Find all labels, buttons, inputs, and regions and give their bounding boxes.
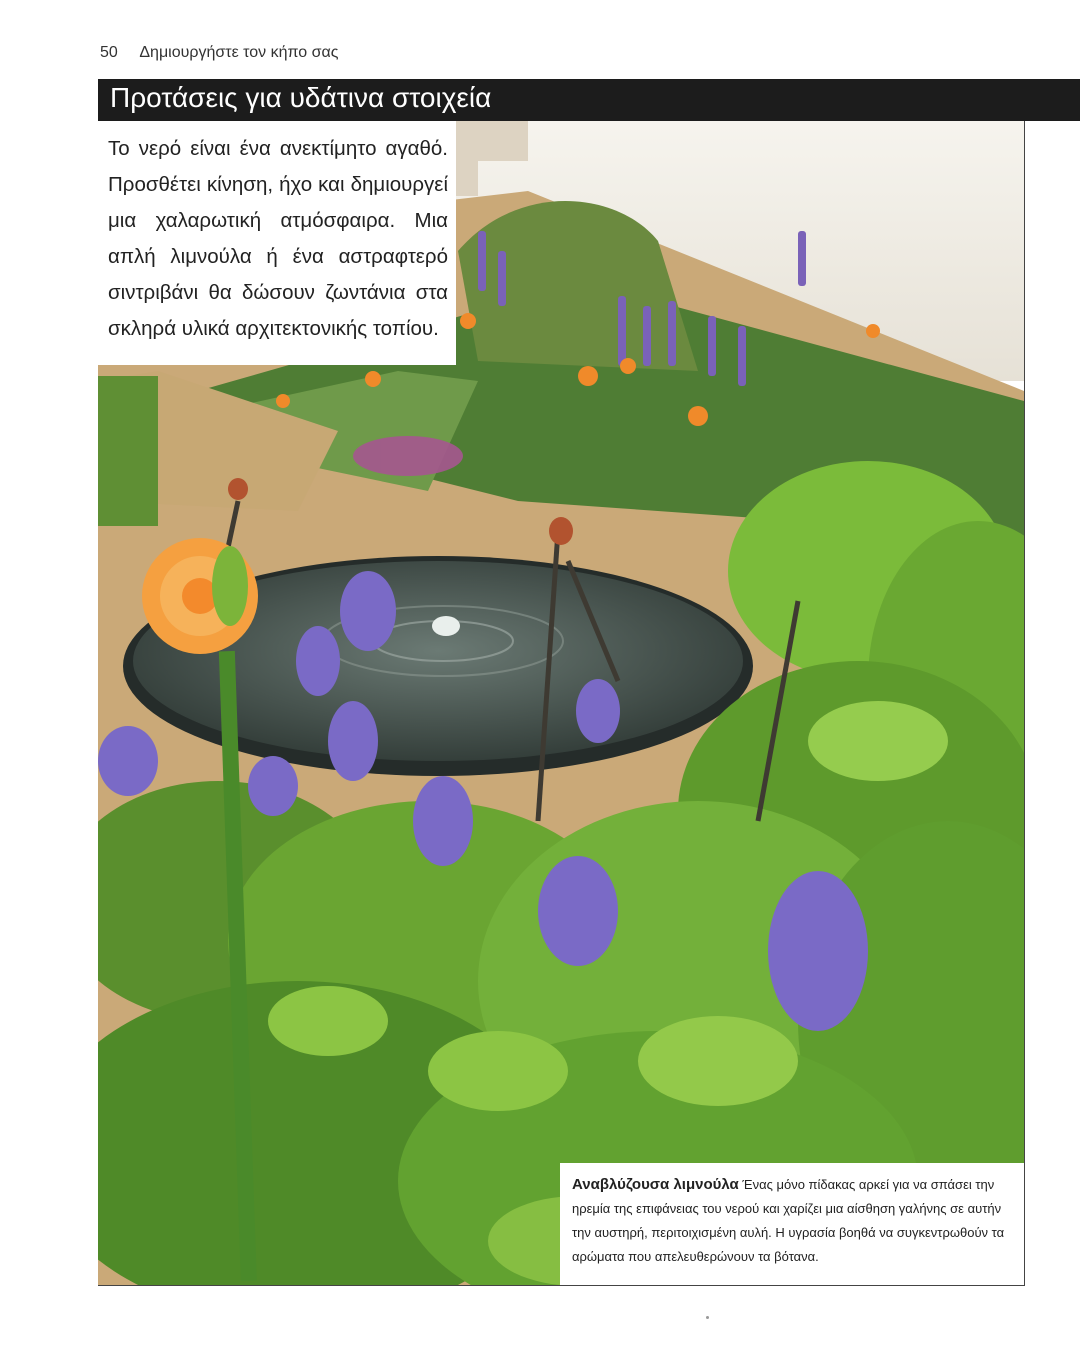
page-mark xyxy=(706,1316,709,1319)
section-name: Δημιουργήστε τον κήπο σας xyxy=(139,44,339,61)
intro-text: Το νερό είναι ένα ανεκτίμητο αγαθό. Προσθέτει κίνηση, ήχο και δημιουργεί μια χαλαρωτική ατμόσφαιρα. Μια απλή λιμνούλα ή ένα αστραφτερό σιντριβάνι θα δώσουν ζωντάνια στα σκληρά υλικά αρχιτεκτονικής τοπίου. xyxy=(108,137,448,340)
photo-border-right xyxy=(1024,121,1025,1286)
caption-lead: Αναβλύζουσα λιμνούλα xyxy=(572,1176,739,1193)
page-title: Προτάσεις για υδάτινα στοιχεία xyxy=(110,82,492,113)
caption-body: Ένας μόνο πίδακας αρκεί για να σπάσει την ηρεμία της επιφάνειας του νερού και χαρίζει μια αίσθηση γαλήνης σε αυτήν την αυστηρή, περιτοιχισμένη αυλή. Η υγρασία βοηθά να συγκεντρωθούν τα αρώματα που απελευθερώνουν τα βότανα. xyxy=(572,1177,1005,1264)
page-number: 50 xyxy=(100,44,118,61)
intro-box xyxy=(98,121,456,365)
title-bar xyxy=(98,79,1080,121)
caption-box xyxy=(560,1163,1024,1285)
running-header xyxy=(100,44,338,62)
photo-border-bottom xyxy=(98,1285,1025,1286)
caption-text xyxy=(572,1173,1016,1269)
fountain-jet xyxy=(432,616,460,636)
